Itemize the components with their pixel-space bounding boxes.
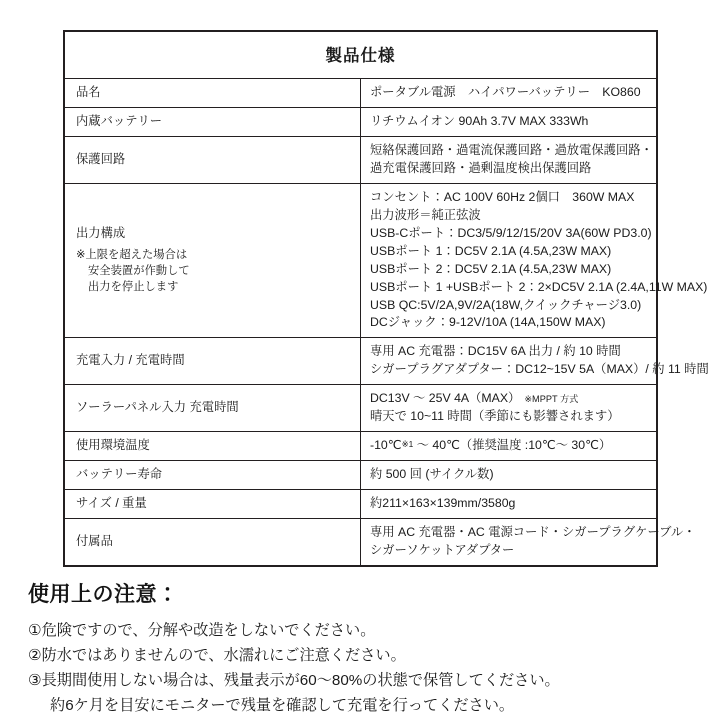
spec-value-line: 短絡保護回路・過電流保護回路・過放電保護回路・ <box>370 142 653 157</box>
spec-value-line <box>370 390 656 408</box>
spec-value-internal-battery <box>361 107 658 136</box>
cautions-section <box>28 578 698 719</box>
spec-value-line: USBポート 1：DC5V 2.1A (4.5A,23W MAX) <box>370 243 612 258</box>
spec-value-operating-temperature <box>361 432 658 461</box>
cautions-heading: 使用上の注意： <box>28 583 179 606</box>
spec-label-line: 充電時間 <box>189 400 239 415</box>
spec-label-output-config <box>64 183 361 338</box>
spec-value-line: 晴天で 10~11 時間（季節にも影響されます） <box>370 409 620 424</box>
spec-label-note-line: ※上限を超えた場合は <box>76 249 188 262</box>
spec-label-accessories: 付属品 <box>64 519 361 566</box>
spec-value-line: 専用 AC 充電器：DC15V 6A 出力 / 約 10 時間 <box>370 344 621 359</box>
spec-label-protection-circuit: 保護回路 <box>64 136 361 183</box>
table-row <box>64 183 657 338</box>
caution-item: ②防水ではありませんので、水濡れにご注意ください。 <box>28 646 406 664</box>
spec-value-size-weight <box>361 490 658 519</box>
spec-value-accessories <box>361 519 696 566</box>
spec-value-temp-min: -10℃ <box>370 438 402 453</box>
table-row <box>64 385 657 432</box>
spec-label-solar-input <box>64 385 361 432</box>
spec-label-size-weight: サイズ / 重量 <box>64 490 361 519</box>
spec-label-battery-life: バッテリー寿命 <box>64 461 361 490</box>
spec-value-output-config <box>361 183 708 338</box>
caution-item: ①危険ですので、分解や改造をしないでください。 <box>28 622 376 639</box>
spec-value-charge-input <box>361 338 709 385</box>
table-row <box>64 519 657 566</box>
spec-value-line <box>370 437 656 455</box>
table-row <box>64 338 657 385</box>
spec-value-line: 約211×163×139mm/3580g <box>370 496 516 511</box>
caution-item <box>28 669 698 719</box>
spec-value-line: ポータブル電源 ハイパワーバッテリー KO860 <box>370 85 641 99</box>
product-spec-table <box>63 30 709 567</box>
spec-value-temp-rest: ～ 40℃（推奨温度 :10℃～ 30℃） <box>413 438 612 453</box>
spec-label-operating-temperature: 使用環境温度 <box>64 432 361 461</box>
spec-value-solar-input <box>361 385 658 432</box>
spec-value-line: シガープラグアダプター：DC12~15V 5A（MAX）/ 約 11 時間 <box>370 362 709 377</box>
spec-value-protection-circuit <box>361 136 658 183</box>
caution-item-continuation: 約6ケ月を目安にモニターで残量を確認して充電を行ってください。 <box>50 696 515 714</box>
spec-value-line: DCジャック：9-12V/10A (14A,150W MAX) <box>370 315 606 330</box>
spec-label-charge-input: 充電入力 / 充電時間 <box>64 338 361 385</box>
spec-value-line: 専用 AC 充電器・AC 電源コード・シガープラグケーブル・ <box>370 525 696 540</box>
spec-label-internal-battery: 内蔵バッテリー <box>64 107 361 136</box>
spec-value-superscript-note: ※MPPT 方式 <box>524 394 579 405</box>
table-row <box>64 432 657 461</box>
caution-item-text: ③長期間使用しない場合は、残量表示が60～80%の状態で保管してください。 <box>28 671 560 689</box>
spec-value-line: シガーソケットアダプター <box>370 543 515 558</box>
spec-label-product-name: 品名 <box>64 79 361 108</box>
spec-value-line: コンセント：AC 100V 60Hz 2個口 360W MAX <box>370 189 635 204</box>
spec-label-note-line: 出力を停止します <box>88 280 179 293</box>
table-row <box>64 461 657 490</box>
spec-value-line: 出力波形＝純正弦波 <box>370 207 481 222</box>
spec-label-text: 出力構成 <box>76 226 126 241</box>
table-row <box>64 136 657 183</box>
table-row <box>64 490 657 519</box>
spec-value-product-name <box>361 79 658 108</box>
spec-value-line: 約 500 回 (サイクル数) <box>370 467 494 482</box>
spec-value-line: USB-Cポート：DC3/5/9/12/15/20V 3A(60W PD3.0) <box>370 225 652 240</box>
spec-table-container <box>63 30 709 567</box>
spec-label-note <box>76 248 360 295</box>
table-row <box>64 79 657 108</box>
spec-table-title: 製品仕様 <box>64 31 657 79</box>
table-row <box>64 107 657 136</box>
spec-label-note-line: 安全装置が作動して <box>88 265 190 278</box>
spec-value-line: リチウムイオン 90Ah 3.7V MAX 333Wh <box>370 113 589 128</box>
spec-value-footnote-marker: ※1 <box>401 439 414 450</box>
spec-value-line: USB QC:5V/2A,9V/2A(18W,クイックチャージ3.0) <box>370 297 642 312</box>
spec-label-line: ソーラーパネル入力 <box>76 400 187 415</box>
spec-value-text: DC13V ～ 25V 4A（MAX） <box>370 391 521 406</box>
spec-value-line: USBポート 2：DC5V 2.1A (4.5A,23W MAX) <box>370 261 612 276</box>
spec-value-line: 過充電保護回路・過剰温度検出保護回路 <box>370 160 592 175</box>
spec-value-line: USBポート 1 +USBポート 2：2×DC5V 2.1A (2.4A,11W MAX) <box>370 279 708 294</box>
spec-value-battery-life <box>361 461 658 490</box>
table-row-title <box>64 31 657 79</box>
